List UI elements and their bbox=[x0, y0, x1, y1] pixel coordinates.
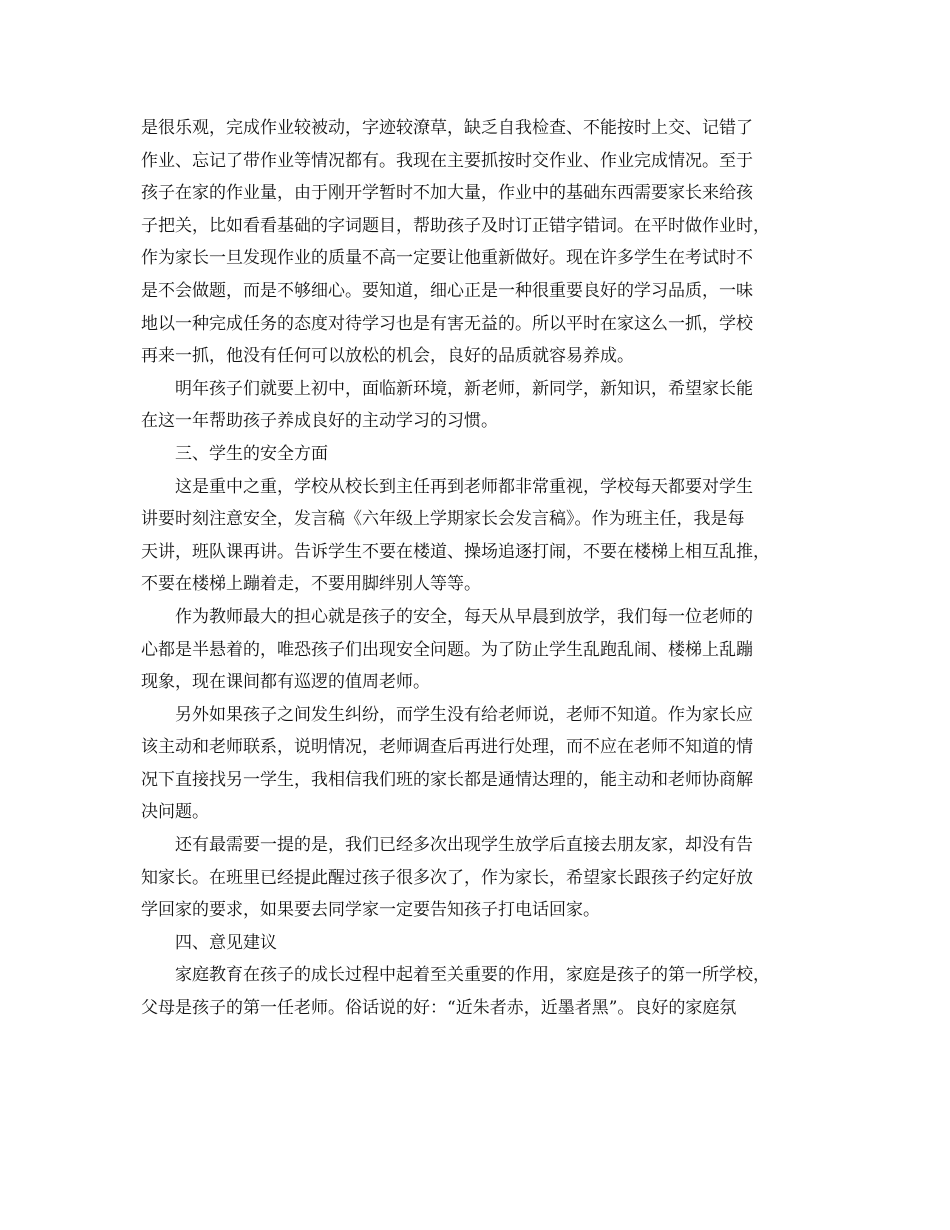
paragraph-first-line: 这是重中之重，学校从校长到主任再到老师都非常重视，学校每天都要对学生 bbox=[175, 476, 753, 497]
text-line: 该主动和老师联系，说明情况，老师调查后再进行处理，而不应在老师不知道的情 bbox=[141, 737, 753, 758]
text-line: 再来一抓，他没有任何可以放松的机会，良好的品质就容易养成。 bbox=[141, 346, 634, 367]
text-line: 父母是孩子的第一任老师。俗话说的好：“近朱者赤，近墨者黑”。良好的家庭氛 bbox=[141, 998, 737, 1019]
paragraph-first-line: 作为教师最大的担心就是孩子的安全，每天从早晨到放学，我们每一位老师的 bbox=[175, 606, 753, 627]
text-line: 学回家的要求，如果要去同学家一定要告知孩子打电话回家。 bbox=[141, 900, 600, 921]
paragraph-first-line: 另外如果孩子之间发生纠纷，而学生没有给老师说，老师不知道。作为家长应 bbox=[175, 704, 753, 725]
text-line: 现象，现在课间都有巡逻的值周老师。 bbox=[141, 672, 430, 693]
text-line: 在这一年帮助孩子养成良好的主动学习的习惯。 bbox=[141, 411, 498, 432]
document-body bbox=[141, 112, 821, 1025]
text-line: 孩子在家的作业量，由于刚开学暂时不加大量，作业中的基础东西需要家长来给孩 bbox=[141, 183, 753, 204]
text-line: 心都是半悬着的，唯恐孩子们出现安全问题。为了防止学生乱跑乱闹、楼梯上乱蹦 bbox=[141, 639, 753, 660]
paragraph-first-line: 家庭教育在孩子的成长过程中起着至关重要的作用，家庭是孩子的第一所学校， bbox=[175, 965, 770, 986]
text-line: 况下直接找另一学生，我相信我们班的家长都是通情达理的，能主动和老师协商解 bbox=[141, 769, 753, 790]
text-line: 作业、忘记了带作业等情况都有。我现在主要抓按时交作业、作业完成情况。至于 bbox=[141, 150, 753, 171]
paragraph-first-line: 还有最需要一提的是，我们已经多次出现学生放学后直接去朋友家，却没有告 bbox=[175, 835, 753, 856]
text-line: 不要在楼梯上蹦着走，不要用脚绊别人等等。 bbox=[141, 574, 481, 595]
text-line: 子把关，比如看看基础的字词题目，帮助孩子及时订正错字错词。在平时做作业时， bbox=[141, 215, 770, 236]
text-line: 是很乐观，完成作业较被动，字迹较潦草，缺乏自我检查、不能按时上交、记错了 bbox=[141, 118, 753, 138]
text-line: 作为家长一旦发现作业的质量不高一定要让他重新做好。现在许多学生在考试时不 bbox=[141, 248, 753, 269]
text-line: 是不会做题，而是不够细心。要知道，细心正是一种很重要良好的学习品质，一味 bbox=[141, 280, 753, 301]
paragraph-first-line: 明年孩子们就要上初中，面临新环境，新老师，新同学，新知识，希望家长能 bbox=[175, 378, 753, 399]
text-line: 讲要时刻注意安全，发言稿《六年级上学期家长会发言稿》。作为班主任，我是每 bbox=[141, 509, 745, 530]
text-line: 天讲，班队课再讲。告诉学生不要在楼道、操场追逐打闹，不要在楼梯上相互乱推， bbox=[141, 541, 770, 562]
text-line: 决问题。 bbox=[141, 802, 209, 823]
section-heading: 三、学生的安全方面 bbox=[175, 443, 328, 464]
section-heading: 四、意见建议 bbox=[175, 932, 277, 953]
text-line: 知家长。在班里已经提此醒过孩子很多次了，作为家长，希望家长跟孩子约定好放 bbox=[141, 867, 753, 888]
text-line: 地以一种完成任务的态度对待学习也是有害无益的。所以平时在家这么一抓，学校 bbox=[141, 313, 753, 334]
